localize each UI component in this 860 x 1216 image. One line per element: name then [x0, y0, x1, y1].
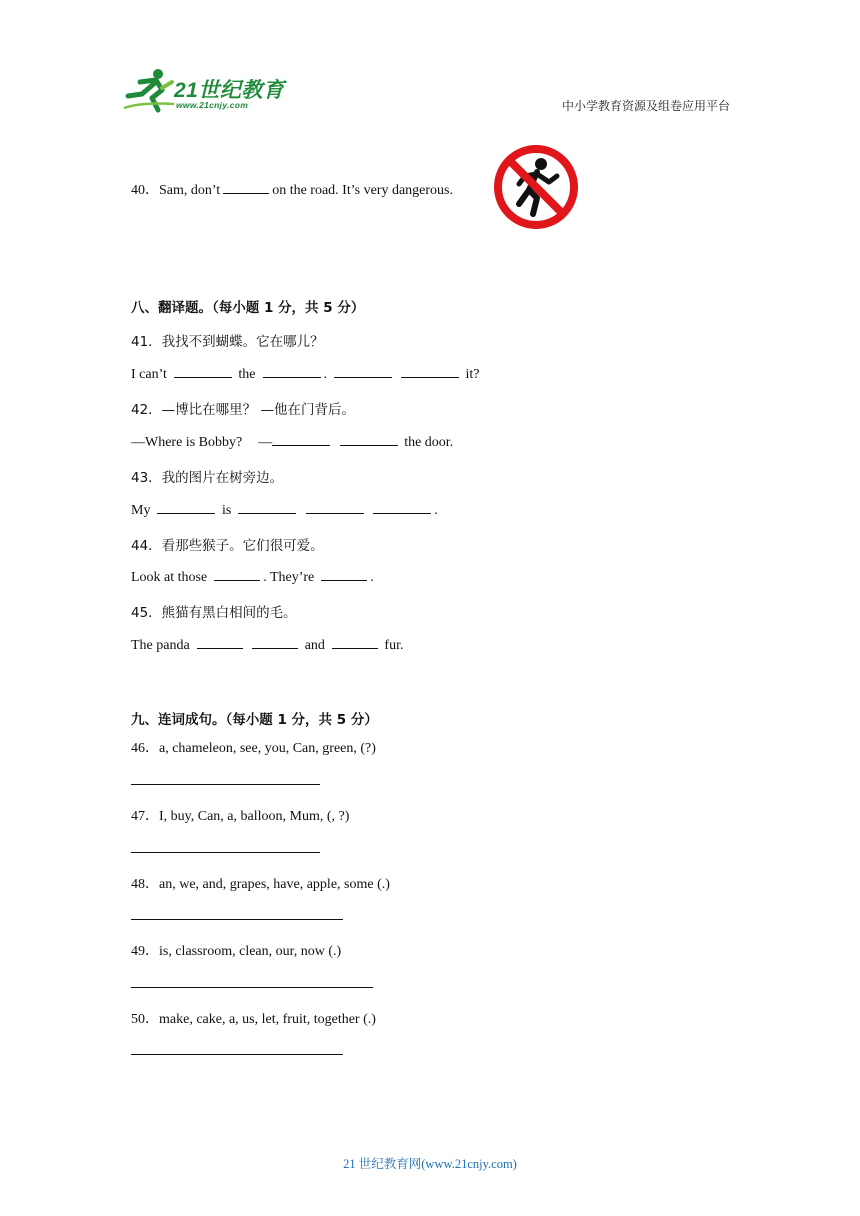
q43-blank-2[interactable]	[238, 501, 296, 514]
question-40	[131, 179, 453, 199]
runner-logo-icon	[122, 68, 178, 114]
no-running-sign-icon	[493, 144, 579, 230]
q43-blank-3[interactable]	[306, 501, 364, 514]
section-9-title: 九、连词成句。（每小题 1 分，共 5 分）	[131, 712, 378, 728]
q45-part-3: fur.	[384, 638, 404, 653]
q42-blank-1[interactable]	[272, 433, 330, 446]
q43-chinese: 43．我的图片在树旁边。	[131, 470, 284, 486]
q44-english	[131, 568, 374, 586]
q43-part-1: My	[131, 503, 151, 518]
q42-part-1: —Where is Bobby?	[131, 435, 243, 450]
q45-english	[131, 636, 403, 654]
q44-part-2: . They’re	[263, 570, 315, 585]
q41-blank-3[interactable]	[334, 365, 392, 378]
q45-chinese: 45．熊猫有黑白相间的毛。	[131, 605, 297, 621]
q46-answer-line[interactable]	[131, 784, 320, 785]
q49-text: 49．is, classroom, clean, our, now (.)	[131, 944, 342, 959]
q41-blank-1[interactable]	[174, 365, 232, 378]
q42-chinese: 42．—博比在哪里？ —他在门背后。	[131, 402, 355, 418]
q47-text: 47．I, buy, Can, a, balloon, Mum, (, ?)	[131, 809, 350, 824]
q44-part-3: .	[370, 570, 374, 585]
q41-part-3: .	[323, 367, 327, 382]
q44-blank-2[interactable]	[321, 568, 367, 581]
q48-answer-line[interactable]	[131, 919, 343, 920]
q45-blank-2[interactable]	[252, 636, 298, 649]
q48-text: 48．an, we, and, grapes, have, apple, some (.)	[131, 877, 390, 892]
site-logo	[122, 66, 292, 116]
q41-blank-2[interactable]	[263, 365, 321, 378]
q40-blank[interactable]	[223, 181, 269, 194]
q45-blank-1[interactable]	[197, 636, 243, 649]
section-8-title: 八、翻译题。（每小题 1 分，共 5 分）	[131, 300, 365, 316]
q41-english	[131, 365, 480, 383]
header-platform-text: 中小学教育资源及组卷应用平台	[561, 99, 730, 113]
q47-answer-line[interactable]	[131, 852, 320, 853]
q43-part-2: is	[221, 503, 232, 518]
logo-text: 21世纪教育	[174, 79, 285, 102]
q43-english	[131, 501, 438, 519]
q40-text-before: Sam, don’t	[159, 183, 221, 198]
q40-text-after: on the road. It’s very dangerous.	[272, 183, 453, 198]
q41-part-4: it?	[465, 367, 480, 382]
q40-number: 40．	[131, 183, 159, 198]
q42-english	[131, 433, 453, 451]
q43-blank-4[interactable]	[373, 501, 431, 514]
q50-answer-line[interactable]	[131, 1054, 343, 1055]
footer-link[interactable]: 21 世纪教育网(www.21cnjy.com)	[343, 1157, 517, 1171]
q49-answer-line[interactable]	[131, 987, 373, 988]
q42-part-3: the door.	[404, 435, 454, 450]
logo-url: www.21cnjy.com	[176, 100, 249, 110]
q41-part-1: I can’t	[131, 367, 167, 382]
q46-text: 46．a, chameleon, see, you, Can, green, (?)	[131, 741, 376, 756]
q42-blank-2[interactable]	[340, 433, 398, 446]
q44-part-1: Look at those	[131, 570, 208, 585]
q43-blank-1[interactable]	[157, 501, 215, 514]
q45-part-1: The panda	[131, 638, 190, 653]
q41-blank-4[interactable]	[401, 365, 459, 378]
q50-text: 50．make, cake, a, us, let, fruit, together (.)	[131, 1012, 376, 1027]
q41-chinese: 41．我找不到蝴蝶。它在哪儿？	[131, 334, 324, 350]
q43-part-3: .	[434, 503, 438, 518]
q45-blank-3[interactable]	[332, 636, 378, 649]
q41-part-2: the	[238, 367, 256, 382]
q42-part-2: —	[258, 435, 273, 450]
q44-blank-1[interactable]	[214, 568, 260, 581]
q44-chinese: 44．看那些猴子。它们很可爱。	[131, 538, 324, 554]
q45-part-2: and	[304, 638, 325, 653]
